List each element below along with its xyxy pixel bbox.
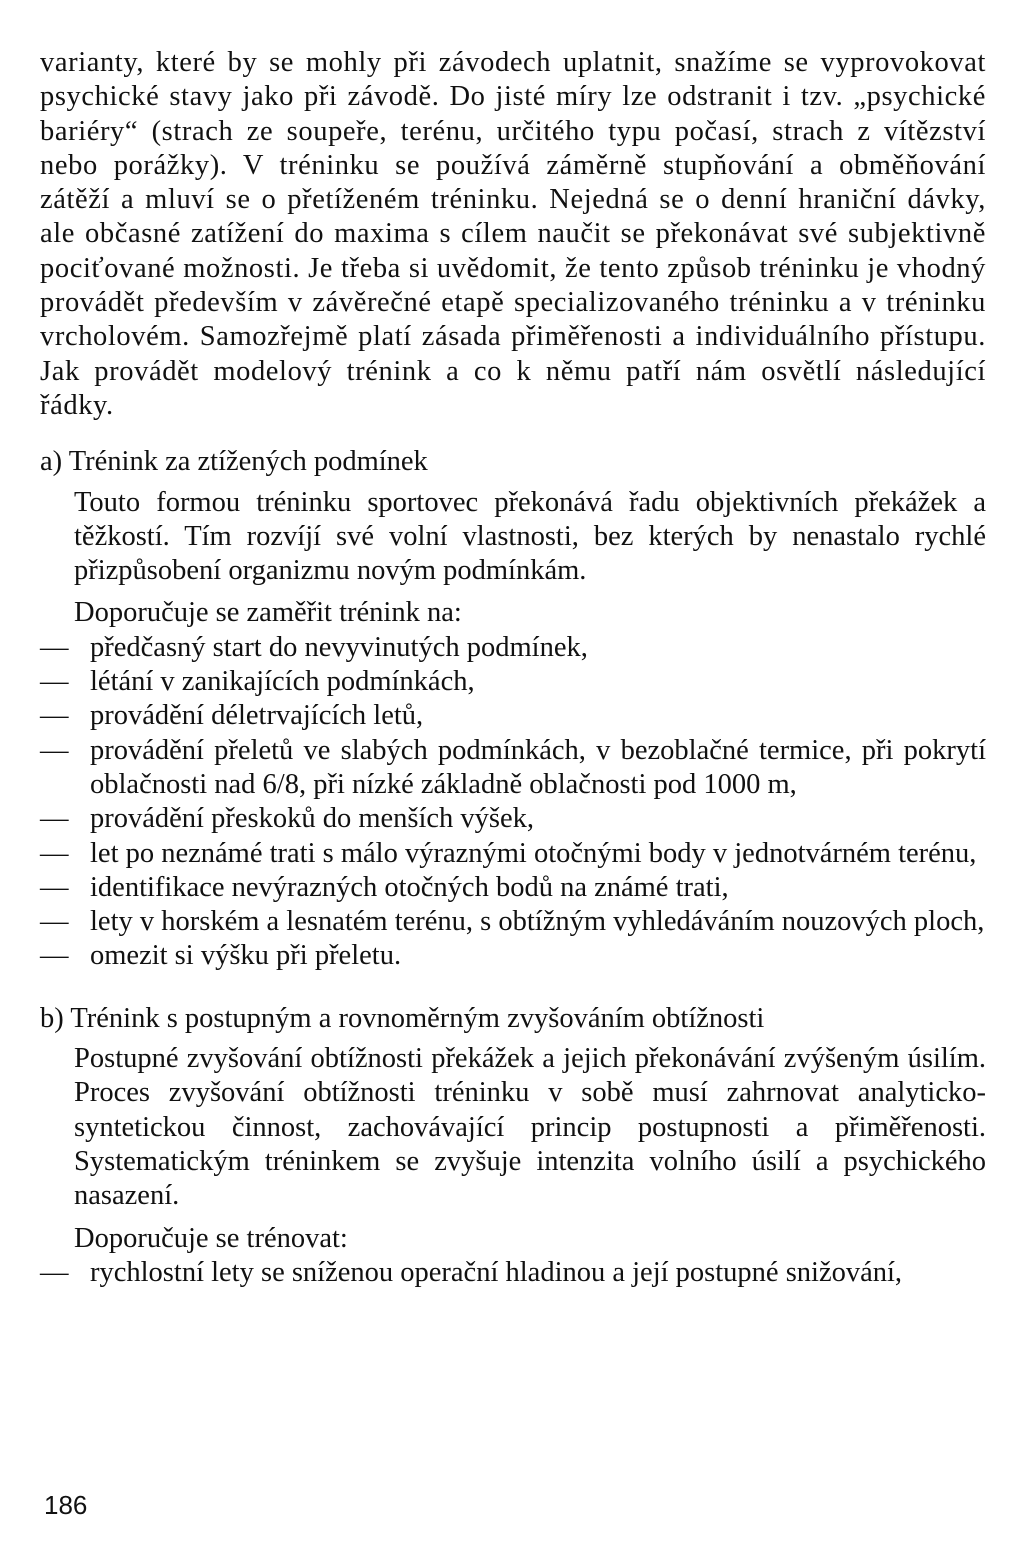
dash-marker: — (40, 1256, 69, 1288)
list-item (40, 939, 986, 973)
list-item-text: rychlostní lety se sníženou operační hladinou a její postupné snižování, (90, 1256, 903, 1288)
dash-marker: — (40, 803, 69, 835)
list-item (40, 699, 986, 733)
list-item-text: identifikace nevýrazných otočných bodů na známé trati, (90, 871, 729, 903)
dash-marker: — (40, 734, 69, 766)
section-b-list (40, 1256, 986, 1290)
list-item-text: provádění přeletů ve slabých podmínkách, v bezoblačné termice, při pokrytí oblačnosti nad 6/8, při nízké základně oblačnosti pod 1000 m, (90, 734, 986, 800)
list-item (40, 905, 986, 939)
list-item-text: provádění déletrvajících letů, (90, 700, 424, 732)
dash-marker: — (40, 837, 69, 869)
section-b-intro: Doporučuje se trénovat: (74, 1222, 348, 1254)
dash-marker: — (40, 906, 69, 938)
section-a-intro: Doporučuje se zaměřit trénink na: (74, 597, 462, 629)
list-item (40, 871, 986, 905)
list-item-text: let po neznámé trati s málo výraznými otočnými body v jednotvárném terénu, (90, 837, 977, 869)
spacer (40, 974, 986, 988)
dash-marker: — (40, 666, 69, 698)
list-item (40, 1256, 986, 1290)
opening-paragraph: varianty, které by se mohly při závodech uplatnit, snažíme se vyprovokovat psychické stavy jako při závodě. Do jisté míry lze odstranit i tzv. „psychické bariéry“ (strach ze soupeře, terénu, určitého typu počasí, strach z vítězství nebo porážky). V tréninku se používá záměrně stupňování a obměňování zátěží a mluví se o přetíženém tréninku. Nejedná se o denní hraniční dávky, ale občasné zatížení do maxima s cílem naučit se překonávat své subjektivně pociťované možnosti. Je třeba si uvědomit, že tento způsob tréninku je vhodný provádět především v závěrečné etapě specializovaného tréninku a v tréninku vrcholovém. Samozřejmě platí zásada přiměřenosti a individuálního přístupu. Jak provádět modelový trénink a co k němu patří nám osvětlí následující řádky. (40, 47, 986, 421)
list-item-text: létání v zanikajících podmínkách, (90, 666, 475, 698)
section-a-list (40, 631, 986, 974)
list-item (40, 631, 986, 665)
list-item-text: předčasný start do nevyvinutých podmínek, (90, 631, 588, 663)
spacer (40, 423, 986, 431)
list-item (40, 802, 986, 836)
page-body (40, 46, 986, 1290)
section-a-heading: a) Trénink za ztížených podmínek (40, 446, 428, 478)
dash-marker: — (40, 871, 69, 903)
dash-marker: — (40, 700, 69, 732)
page-number: 186 (44, 1490, 88, 1520)
list-item (40, 837, 986, 871)
section-b-heading: b) Trénink s postupným a rovnoměrným zvyšováním obtížnosti (40, 1002, 765, 1034)
list-item-text: provádění přeskoků do menších výšek, (90, 803, 535, 835)
list-item (40, 734, 986, 803)
list-item-text: omezit si výšku při přeletu. (90, 940, 402, 972)
dash-marker: — (40, 631, 69, 663)
dash-marker: — (40, 940, 69, 972)
list-item-text: lety v horském a lesnatém terénu, s obtížným vyhledáváním nouzových ploch, (90, 906, 985, 938)
spacer (40, 1214, 986, 1222)
list-item (40, 665, 986, 699)
section-a-paragraph: Touto formou tréninku sportovec překonává řadu objektivních překážek a těžkostí. Tím rozvíjí své volní vlastnosti, bez kterých by nenastalo rychlé přizpůsobení organizmu novým podmínkám. (74, 486, 986, 587)
section-b-paragraph: Postupné zvyšování obtížnosti překážek a jejich překonávání zvýšeným úsilím. Proces zvyšování obtížnosti tréninku v sobě musí zahrnovat analyticko-syntetickou činnost, zachovávající princip postupnosti a přiměřenosti. Systematickým tréninkem se zvyšuje intenzita volního úsilí a psychického nasazení. (74, 1043, 986, 1212)
spacer (40, 588, 986, 596)
